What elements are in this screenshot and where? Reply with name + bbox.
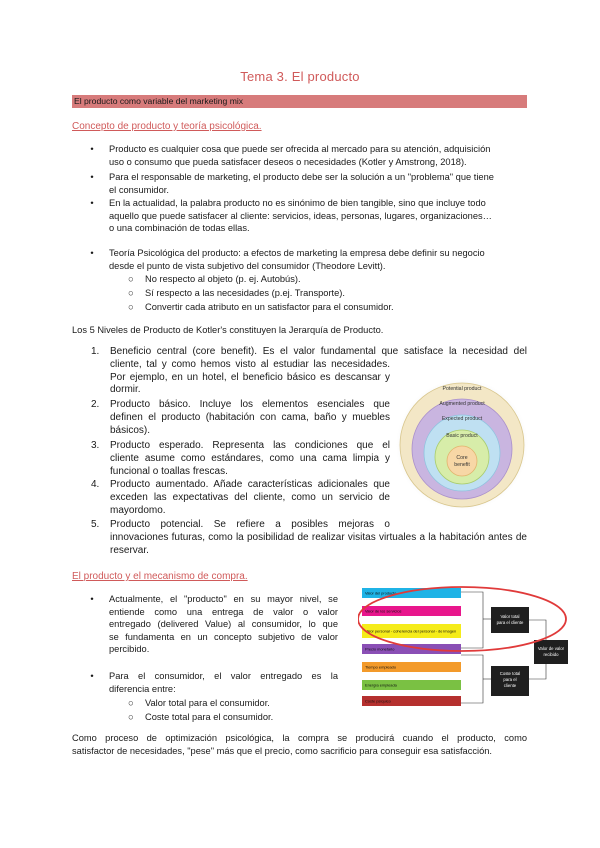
- list-item: Actualmente, el "producto" en su mayor nivel, se entiende como una entrega de valor o valor entregado (delivered Value) al consumidor, lo que se fundamenta en un concepto subjetivo de valor percibido.: [109, 594, 338, 655]
- ring-label-core-2: benefit: [454, 462, 470, 468]
- ring-label-expected: Expected product: [441, 416, 483, 422]
- box-total-value-label: Valor total: [500, 614, 520, 619]
- sub-list-item: Valor total para el consumidor.: [145, 698, 270, 708]
- sub-bullet-icon: ○: [128, 274, 134, 284]
- list-item: Para el consumidor, el valor entregado es la diferencia entre:: [109, 671, 338, 694]
- box-delivered-label: Valor de valor: [537, 646, 565, 651]
- product-levels-diagram: [396, 365, 528, 525]
- bullet-icon: •: [90, 248, 94, 258]
- value-bar-label: Energía empleada: [365, 682, 397, 688]
- highlight-ellipse: [358, 587, 566, 651]
- list-number: 1.: [91, 346, 100, 357]
- value-bar-label: Valor del producto: [365, 590, 397, 596]
- value-bar-label: Valor de los servicios: [365, 608, 402, 614]
- connector-delivered-bottom: [529, 664, 546, 679]
- sub-list-item: No respecto al objeto (p. ej. Autobús).: [145, 274, 301, 284]
- box-delivered-label-2: recibido: [543, 652, 559, 657]
- sub-bullet-icon: ○: [128, 302, 134, 312]
- list-number: 5.: [91, 519, 100, 530]
- bullet-icon: •: [90, 594, 94, 604]
- list-item: Producto es cualquier cosa que puede ser ofrecida al mercado para su atención, adquisición uso o consumo que pueda satisfacer deseos o necesidades (Kotler y Amstrong, 2018).: [109, 144, 491, 167]
- sub-list-item: Sí respecto a las necesidades (p.ej. Transporte).: [145, 288, 345, 298]
- bullet-icon: •: [90, 144, 94, 154]
- list-item: Teoría Psicológica del producto: a efectos de marketing la empresa debe definir su negocio desde el punto de vista subjetivo del consumidor (Theodore Levitt).: [109, 248, 485, 271]
- list-number: 3.: [91, 440, 100, 451]
- value-bar-label: Coste psíquico: [365, 698, 391, 704]
- level-item-expected: Producto esperado. Representa las condiciones que el cliente asume como estándares, como una cama limpia y funcional o toallas frescas.: [110, 440, 390, 477]
- sub-list-item: Convertir cada atributo en un satisfactor para el consumidor.: [145, 302, 394, 312]
- box-total-cost-label: Coste total: [499, 671, 521, 676]
- connector-delivered-top: [529, 620, 546, 640]
- level-item-core: Beneficio central (core benefit). Es el valor fundamental que satisface la necesidad del cliente, tal y como hemos visto al estudiar las necesidades. Por ejemplo, en un hotel, el beneficio básico es descansar y dormir.: [110, 346, 527, 396]
- section-heading-compra: El producto y el mecanismo de compra.: [72, 571, 248, 582]
- bullet-icon: •: [90, 198, 94, 208]
- sub-bullet-icon: ○: [128, 288, 134, 298]
- delivered-value-diagram: [358, 585, 570, 713]
- sub-list-item: Coste total para el consumidor.: [145, 712, 274, 722]
- ring-label-basic: Basic product: [446, 433, 478, 439]
- section-heading-concepto: Concepto de producto y teoría psicológica.: [72, 121, 262, 132]
- level-item-potential: Producto potencial. Se refiere a posibles mejoras o: [110, 519, 390, 530]
- sub-bullet-icon: ○: [128, 712, 134, 722]
- value-bar-label: Valor personal - coherencia del personal - de imagen: [365, 628, 457, 634]
- closing-paragraph: Como proceso de optimización psicológica, la compra se producirá cuando el producto, como satisfactor de necesidades, "pese" más que el precio, como sacrificio para conseguir esa satisfacción.: [72, 733, 527, 756]
- level-item-potential-cont: innovaciones futuras, como la posibilidad de realizar visitas virtuales a la habitación antes de reservar.: [110, 532, 527, 556]
- bracket-cost: [461, 655, 483, 703]
- ring-core: [447, 446, 477, 476]
- levels-intro: Los 5 Niveles de Producto de Kotler's constituyen la Jerarquía de Producto.: [72, 325, 384, 335]
- box-total-cost-label-3: cliente: [503, 683, 517, 688]
- level-item-augmented: Producto aumentado. Añade características adicionales que exceden las expectativas del cliente, como un servicio de mayordomo.: [110, 479, 390, 516]
- page-title: Tema 3. El producto: [240, 69, 360, 84]
- bullet-icon: •: [90, 172, 94, 182]
- list-item: Para el responsable de marketing, el producto debe ser la solución a un "problema" que tiene el consumidor.: [109, 172, 494, 195]
- bracket-value: [461, 592, 483, 648]
- box-total-value-label-2: para el cliente: [496, 620, 524, 625]
- bullet-icon: •: [90, 671, 94, 681]
- ring-label-potential: Potential product: [442, 386, 482, 392]
- value-bar-label: Tiempo empleado: [365, 664, 396, 670]
- value-bar-label: Precio monetario: [365, 646, 395, 652]
- sub-bullet-icon: ○: [128, 698, 134, 708]
- section-banner: El producto como variable del marketing mix: [72, 95, 527, 108]
- box-total-cost-label-2: para el: [503, 677, 517, 682]
- ring-label-augmented: Augmented product: [439, 401, 485, 407]
- list-number: 2.: [91, 399, 100, 410]
- list-item: En la actualidad, la palabra producto no es sinónimo de bien tangible, sino que incluye todo aquello que puede satisfacer al cliente: servicios, ideas, personas, lugares, organizaciones… o una combinación de todas ellas.: [109, 198, 492, 234]
- ring-label-core: Core: [456, 455, 468, 461]
- level-item-basic: Producto básico. Incluye los elementos esenciales que definen el producto (habitación con cama, baño y muebles básicos).: [110, 399, 390, 436]
- list-number: 4.: [91, 479, 100, 490]
